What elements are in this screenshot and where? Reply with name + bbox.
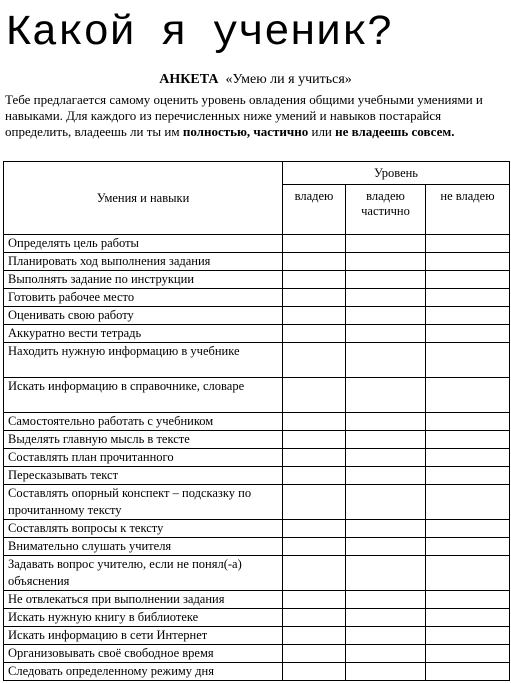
level-partial-cell[interactable] [346,663,426,681]
skill-name: Находить нужную информацию в учебнике [4,343,283,378]
table-row [4,307,510,325]
level-partial-cell[interactable] [346,307,426,325]
level-none-cell[interactable] [426,413,510,431]
level-partial-cell[interactable] [346,627,426,645]
level-partial-cell[interactable] [346,591,426,609]
level-none-cell[interactable] [426,431,510,449]
level-none-cell[interactable] [426,271,510,289]
level-none-cell[interactable] [426,325,510,343]
level-partial-cell[interactable] [346,467,426,485]
table-row [4,520,510,538]
table-row [4,591,510,609]
table-row [4,271,510,289]
level-none-cell[interactable] [426,343,510,378]
skill-name: Планировать ход выполнения задания [4,253,283,271]
skill-name: Следовать определенному режиму дня [4,663,283,681]
level-partial-cell[interactable] [346,645,426,663]
level-full-cell[interactable] [283,645,346,663]
skill-name: Выполнять задание по инструкции [4,271,283,289]
level-partial-cell[interactable] [346,325,426,343]
skill-name: Искать информацию в справочнике, словаре [4,378,283,413]
level-full-cell[interactable] [283,235,346,253]
table-row [4,609,510,627]
skill-name: Составлять вопросы к тексту [4,520,283,538]
level-full-cell[interactable] [283,449,346,467]
table-row [4,413,510,431]
skill-name: Составлять опорный конспект – подсказку по прочитанному тексту [4,485,283,520]
skill-name: Не отвлекаться при выполнении задания [4,591,283,609]
level-none-cell[interactable] [426,235,510,253]
level-partial-cell[interactable] [346,289,426,307]
level-none-cell[interactable] [426,467,510,485]
table-row [4,485,510,520]
level-full-cell[interactable] [283,609,346,627]
skill-name: Самостоятельно работать с учебником [4,413,283,431]
table-row [4,235,510,253]
skill-name: Задавать вопрос учителю, если не понял(-а) объяснения [4,556,283,591]
table-row [4,627,510,645]
skill-name: Пересказывать текст [4,467,283,485]
table-row [4,343,510,378]
level-partial-cell[interactable] [346,449,426,467]
level-none-cell[interactable] [426,663,510,681]
level-none-cell[interactable] [426,556,510,591]
instructions-text-2: или [308,124,336,139]
skill-name: Организовывать своё свободное время [4,645,283,663]
level-header-partial: владею частично [346,185,426,235]
table-row [4,253,510,271]
level-full-cell[interactable] [283,431,346,449]
level-none-cell[interactable] [426,520,510,538]
level-none-cell[interactable] [426,609,510,627]
level-full-cell[interactable] [283,663,346,681]
level-none-cell[interactable] [426,449,510,467]
skill-name: Искать нужную книгу в библиотеке [4,609,283,627]
table-row [4,449,510,467]
level-full-cell[interactable] [283,307,346,325]
skill-name: Определять цель работы [4,235,283,253]
table-row [4,538,510,556]
level-none-cell[interactable] [426,627,510,645]
level-column-header: Уровень [283,162,510,185]
level-partial-cell[interactable] [346,413,426,431]
level-partial-cell[interactable] [346,343,426,378]
level-none-cell[interactable] [426,307,510,325]
level-full-cell[interactable] [283,289,346,307]
level-partial-cell[interactable] [346,485,426,520]
table-row [4,645,510,663]
level-none-cell[interactable] [426,485,510,520]
questionnaire-subtitle: «Умею ли я учиться» [225,72,352,87]
level-partial-cell[interactable] [346,271,426,289]
table-row [4,663,510,681]
skills-column-header: Умения и навыки [4,162,283,235]
skill-name: Искать информацию в сети Интернет [4,627,283,645]
level-partial-cell[interactable] [346,378,426,413]
level-full-cell[interactable] [283,591,346,609]
skills-table-body [4,235,510,681]
level-none-cell[interactable] [426,591,510,609]
level-full-cell[interactable] [283,538,346,556]
level-full-cell[interactable] [283,556,346,591]
table-row [4,289,510,307]
skill-name: Готовить рабочее место [4,289,283,307]
skill-name: Выделять главную мысль в тексте [4,431,283,449]
level-none-cell[interactable] [426,378,510,413]
level-full-cell[interactable] [283,485,346,520]
table-row [4,378,510,413]
table-row [4,467,510,485]
level-none-cell[interactable] [426,538,510,556]
level-header-full: владею [283,185,346,235]
level-full-cell[interactable] [283,520,346,538]
level-partial-cell[interactable] [346,538,426,556]
skill-name: Составлять план прочитанного [4,449,283,467]
table-row [4,431,510,449]
level-full-cell[interactable] [283,325,346,343]
level-partial-cell[interactable] [346,235,426,253]
questionnaire-heading [0,72,511,88]
table-row [4,325,510,343]
skill-name: Аккуратно вести тетрадь [4,325,283,343]
skill-name: Внимательно слушать учителя [4,538,283,556]
skill-name: Оценивать свою работу [4,307,283,325]
level-none-cell[interactable] [426,253,510,271]
level-full-cell[interactable] [283,413,346,431]
level-full-cell[interactable] [283,253,346,271]
instructions [5,92,505,140]
level-full-cell[interactable] [283,343,346,378]
instructions-bold-2: не владеешь совсем. [335,124,455,139]
level-header-none: не владею [426,185,510,235]
level-none-cell[interactable] [426,645,510,663]
table-row [4,556,510,591]
level-full-cell[interactable] [283,378,346,413]
instructions-text-1: Тебе предлагается самому оценить уровень овладения общими учебными умениями и навыками. Для каждого из перечисленных ниже умений и навыков постарайся определить, владеешь ли ты им [5,92,483,139]
level-partial-cell[interactable] [346,520,426,538]
level-partial-cell[interactable] [346,556,426,591]
level-full-cell[interactable] [283,271,346,289]
level-none-cell[interactable] [426,289,510,307]
level-partial-cell[interactable] [346,431,426,449]
questionnaire-label: АНКЕТА [159,72,219,87]
level-full-cell[interactable] [283,627,346,645]
skills-table [3,161,510,681]
page-title: Какой я ученик? [6,8,394,57]
level-partial-cell[interactable] [346,253,426,271]
instructions-bold-1: полностью, частично [182,124,309,139]
level-partial-cell[interactable] [346,609,426,627]
level-full-cell[interactable] [283,467,346,485]
